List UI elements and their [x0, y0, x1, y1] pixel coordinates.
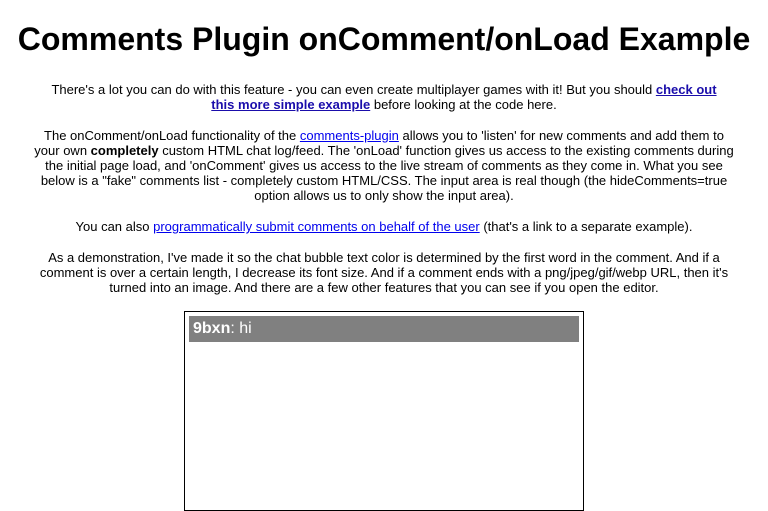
description-text-2: allows you to 'listen' for new comments and add them to your own: [34, 128, 724, 158]
intro-text-before: There's a lot you can do with this feature - you can even create multiplayer games with it! But you should: [51, 82, 656, 97]
comment-text: hi: [239, 320, 252, 337]
intro-paragraph: [39, 82, 729, 112]
description-bold: completely: [90, 143, 159, 158]
intro-text-after: before looking at the code here.: [370, 97, 557, 112]
chat-log[interactable]: [184, 311, 584, 511]
chat-comment: [189, 316, 579, 342]
programmatic-submit-link[interactable]: programmatically submit comments on behalf of the user: [153, 219, 480, 234]
demo-note-paragraph: As a demonstration, I've made it so the chat bubble text color is determined by the first word in the comment. And if a comment is over a certain length, I decrease its font size. And if a comment ends with a png/jpeg/gif/webp URL, then it's turned into an image. And there are a few other features that you can see if you open the editor.: [39, 250, 729, 295]
comment-separator: :: [230, 320, 240, 337]
submit-note-text-after: (that's a link to a separate example).: [479, 219, 693, 234]
description-text-1: The onComment/onLoad functionality of the: [44, 128, 300, 143]
page-title: Comments Plugin onComment/onLoad Example: [17, 21, 751, 57]
comments-plugin-link[interactable]: comments-plugin: [299, 128, 399, 143]
submit-note-paragraph: [34, 219, 734, 234]
comment-author: 9bxn: [193, 320, 231, 337]
description-text-3: custom HTML chat log/feed. The 'onLoad' function gives us access to the existing comments during the initial page load, and 'onComment' gives us access to the live stream of comments as they come in. What you see below is a "fake" comments list - completely custom HTML/CSS. The input area is real though (the hideComments=true option allows us to only show the input area).: [40, 143, 734, 203]
submit-note-text-before: You can also: [75, 219, 154, 234]
description-paragraph: [34, 128, 734, 203]
simple-example-link[interactable]: check out this more simple example: [211, 82, 717, 112]
